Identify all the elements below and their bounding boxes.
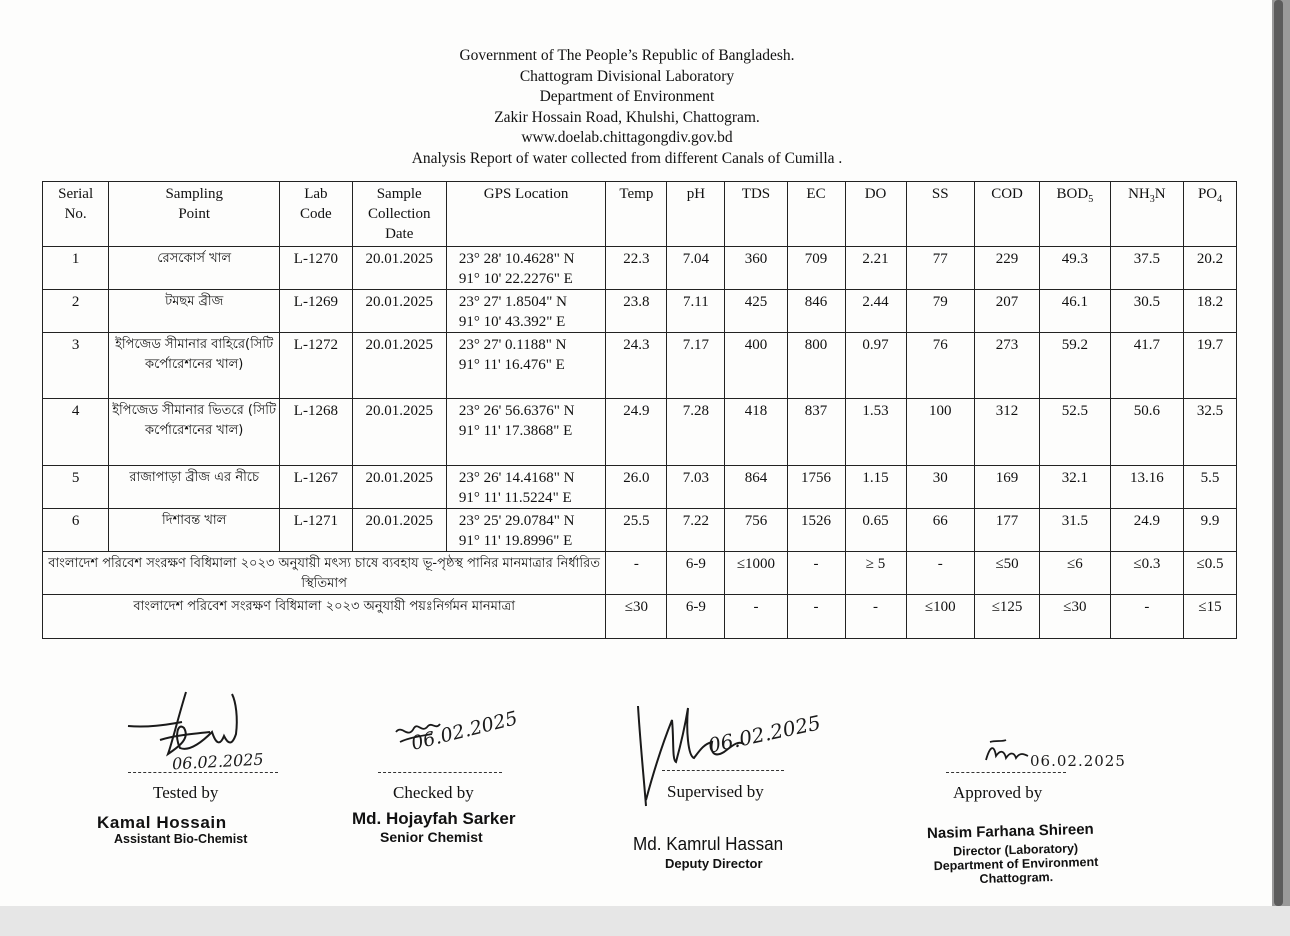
col-tds: TDS <box>725 182 787 247</box>
std-ph: 6-9 <box>667 552 725 595</box>
signatory-name: Md. Hojayfah Sarker <box>352 809 516 828</box>
cell-ec: 846 <box>787 290 845 333</box>
cell-po4: 20.2 <box>1184 247 1237 290</box>
cell-serial: 1 <box>43 247 109 290</box>
cell-do: 1.53 <box>845 399 906 466</box>
cell-nh3n: 50.6 <box>1110 399 1184 466</box>
cell-lab-code: L-1267 <box>280 466 352 509</box>
col-bod5: $BOD_5$ <box>1040 182 1110 247</box>
standard-row-fisheries <box>43 552 1237 595</box>
col-temp: Temp <box>606 182 667 247</box>
signature-line <box>662 770 784 771</box>
table-row <box>43 290 1237 333</box>
cell-ec: 837 <box>787 399 845 466</box>
cell-cod: 207 <box>974 290 1039 333</box>
std-tds: - <box>725 595 787 639</box>
cell-tds: 360 <box>725 247 787 290</box>
cell-nh3n: 37.5 <box>1110 247 1184 290</box>
col-gps: GPS Location <box>446 182 605 247</box>
signatory-name: Nasim Farhana Shireen <box>926 820 1094 843</box>
signatory-designation: Assistant Bio-Chemist <box>114 832 248 846</box>
cell-sampling-point: টমছম ব্রীজ <box>109 290 280 333</box>
cell-gps: 23° 27' 1.8504" N 91° 10' 43.392" E <box>446 290 605 333</box>
header-address: Zakir Hossain Road, Khulshi, Chattogram. <box>494 108 760 126</box>
col-ec: EC <box>787 182 845 247</box>
std-temp: ≤30 <box>606 595 667 639</box>
cell-tds: 756 <box>725 509 787 552</box>
standard-label: বাংলাদেশ পরিবেশ সংরক্ষণ বিধিমালা ২০২৩ অনুযায়ী পয়ঃনির্গমন মানমাত্রা <box>43 595 606 639</box>
cell-do: 2.21 <box>845 247 906 290</box>
header-department: Department of Environment <box>539 88 715 106</box>
std-cod: ≤50 <box>974 552 1039 595</box>
signature-date-checked: 06.02.2025 <box>408 707 520 755</box>
cell-lab-code: L-1268 <box>280 399 352 466</box>
table-row <box>43 399 1237 466</box>
cell-tds: 864 <box>725 466 787 509</box>
signature-date-tested: 06.02.2025 <box>171 749 265 774</box>
cell-temp: 22.3 <box>606 247 667 290</box>
report-header <box>0 46 1254 170</box>
cell-serial: 2 <box>43 290 109 333</box>
cell-ss: 79 <box>906 290 974 333</box>
signature-approved <box>982 736 1032 768</box>
std-tds: ≤1000 <box>725 552 787 595</box>
cell-gps: 23° 26' 14.4168" N 91° 11' 11.5224" E <box>446 466 605 509</box>
cell-date: 20.01.2025 <box>352 290 446 333</box>
signature-role: Supervised by <box>667 782 764 801</box>
cell-lab-code: L-1270 <box>280 247 352 290</box>
cell-tds: 400 <box>725 333 787 399</box>
std-do: - <box>845 595 906 639</box>
cell-gps: 23° 26' 56.6376" N 91° 11' 17.3868" E <box>446 399 605 466</box>
analysis-table <box>42 181 1237 639</box>
col-ph: pH <box>667 182 725 247</box>
cell-bod5: 59.2 <box>1040 333 1110 399</box>
cell-tds: 418 <box>725 399 787 466</box>
cell-ec: 800 <box>787 333 845 399</box>
signatory-name: Kamal Hossain <box>97 813 227 832</box>
col-nh3n: $NH_3N$ <box>1110 182 1184 247</box>
col-po4: $PO_4$ <box>1184 182 1237 247</box>
standard-label: বাংলাদেশ পরিবেশ সংরক্ষণ বিধিমালা ২০২৩ অনুযায়ী মৎস্য চাষে ব্যবহায ভূ-পৃষ্ঠস্থ পানির মানমাত্রার নির্ধারিত স্থিতিমাপ <box>43 552 606 595</box>
cell-lab-code: L-1269 <box>280 290 352 333</box>
cell-lab-code: L-1272 <box>280 333 352 399</box>
header-website: www.doelab.chittagongdiv.gov.bd <box>521 129 733 147</box>
cell-ss: 100 <box>906 399 974 466</box>
cell-ss: 76 <box>906 333 974 399</box>
cell-gps: 23° 28' 10.4628" N 91° 10' 22.2276" E <box>446 247 605 290</box>
scrollbar-thumb[interactable] <box>1274 0 1283 906</box>
cell-bod5: 46.1 <box>1040 290 1110 333</box>
cell-serial: 3 <box>43 333 109 399</box>
cell-serial: 4 <box>43 399 109 466</box>
signature-role: Checked by <box>393 783 474 802</box>
cell-ph: 7.17 <box>667 333 725 399</box>
cell-sampling-point: দিশাবন্ত খাল <box>109 509 280 552</box>
col-collection-date: Sample Collection Date <box>352 182 446 247</box>
cell-bod5: 49.3 <box>1040 247 1110 290</box>
cell-date: 20.01.2025 <box>352 399 446 466</box>
signature-date-approved: 06.02.2025 <box>1030 752 1126 770</box>
cell-bod5: 31.5 <box>1040 509 1110 552</box>
cell-cod: 229 <box>974 247 1039 290</box>
cell-do: 0.65 <box>845 509 906 552</box>
col-serial: Serial No. <box>43 182 109 247</box>
cell-bod5: 32.1 <box>1040 466 1110 509</box>
table-row <box>43 333 1237 399</box>
table-row <box>43 247 1237 290</box>
std-temp: - <box>606 552 667 595</box>
cell-date: 20.01.2025 <box>352 333 446 399</box>
col-do: DO <box>845 182 906 247</box>
signatory-name: Md. Kamrul Hassan <box>633 834 784 854</box>
report-title: Analysis Report of water collected from different Canals of Cumilla . <box>411 149 843 167</box>
cell-ss: 77 <box>906 247 974 290</box>
cell-sampling-point: রাজাপাড়া ব্রীজ এর নীচে <box>109 466 280 509</box>
std-ph: 6-9 <box>667 595 725 639</box>
cell-cod: 312 <box>974 399 1039 466</box>
table-row <box>43 509 1237 552</box>
signature-line <box>946 772 1066 773</box>
cell-po4: 5.5 <box>1184 466 1237 509</box>
scrollbar[interactable] <box>1272 0 1290 906</box>
cell-ec: 1756 <box>787 466 845 509</box>
cell-do: 1.15 <box>845 466 906 509</box>
cell-ph: 7.22 <box>667 509 725 552</box>
cell-ph: 7.11 <box>667 290 725 333</box>
std-ss: ≤100 <box>906 595 974 639</box>
table-header-row <box>43 182 1237 247</box>
std-bod5: ≤6 <box>1040 552 1110 595</box>
cell-ss: 30 <box>906 466 974 509</box>
col-cod: COD <box>974 182 1039 247</box>
cell-ss: 66 <box>906 509 974 552</box>
signature-line <box>128 772 278 773</box>
cell-ph: 7.28 <box>667 399 725 466</box>
cell-temp: 26.0 <box>606 466 667 509</box>
signatory-designation: Senior Chemist <box>380 829 483 845</box>
cell-ec: 709 <box>787 247 845 290</box>
signature-line <box>378 772 502 773</box>
std-po4: ≤15 <box>1184 595 1237 639</box>
cell-temp: 25.5 <box>606 509 667 552</box>
cell-ec: 1526 <box>787 509 845 552</box>
col-sampling-point: Sampling Point <box>109 182 280 247</box>
cell-lab-code: L-1271 <box>280 509 352 552</box>
signatory-designation: Deputy Director <box>665 856 763 871</box>
cell-ph: 7.04 <box>667 247 725 290</box>
signatory-designation: Director (Laboratory) Department of Environment Chattogram. <box>933 841 1099 886</box>
cell-serial: 6 <box>43 509 109 552</box>
std-ec: - <box>787 595 845 639</box>
cell-temp: 23.8 <box>606 290 667 333</box>
std-bod5: ≤30 <box>1040 595 1110 639</box>
std-do: ≥ 5 <box>845 552 906 595</box>
cell-ph: 7.03 <box>667 466 725 509</box>
cell-cod: 169 <box>974 466 1039 509</box>
table-row <box>43 466 1237 509</box>
cell-date: 20.01.2025 <box>352 509 446 552</box>
cell-temp: 24.3 <box>606 333 667 399</box>
std-nh3n: ≤0.3 <box>1110 552 1184 595</box>
cell-tds: 425 <box>725 290 787 333</box>
cell-sampling-point: রেসকোর্স খাল <box>109 247 280 290</box>
cell-sampling-point: ইপিজেড সীমানার বাহিরে(সিটি কর্পোরেশনের খাল) <box>109 333 280 399</box>
signature-date-supervised: 06.02.2025 <box>705 710 823 758</box>
cell-cod: 177 <box>974 509 1039 552</box>
cell-po4: 32.5 <box>1184 399 1237 466</box>
cell-do: 0.97 <box>845 333 906 399</box>
cell-nh3n: 13.16 <box>1110 466 1184 509</box>
cell-po4: 9.9 <box>1184 509 1237 552</box>
cell-serial: 5 <box>43 466 109 509</box>
cell-po4: 18.2 <box>1184 290 1237 333</box>
cell-temp: 24.9 <box>606 399 667 466</box>
cell-po4: 19.7 <box>1184 333 1237 399</box>
std-ss: - <box>906 552 974 595</box>
std-cod: ≤125 <box>974 595 1039 639</box>
header-government: Government of The People’s Republic of Bangladesh. <box>459 47 795 64</box>
cell-nh3n: 41.7 <box>1110 333 1184 399</box>
page-gap <box>0 906 1290 936</box>
cell-cod: 273 <box>974 333 1039 399</box>
cell-date: 20.01.2025 <box>352 247 446 290</box>
cell-sampling-point: ইপিজেড সীমানার ভিতরে (সিটি কর্পোরেশনের খাল) <box>109 399 280 466</box>
signature-role: Approved by <box>953 783 1043 802</box>
std-ec: - <box>787 552 845 595</box>
cell-bod5: 52.5 <box>1040 399 1110 466</box>
cell-do: 2.44 <box>845 290 906 333</box>
standard-row-sewage <box>43 595 1237 639</box>
std-nh3n: - <box>1110 595 1184 639</box>
signature-role: Tested by <box>153 783 219 802</box>
std-po4: ≤0.5 <box>1184 552 1237 595</box>
cell-gps: 23° 27' 0.1188" N 91° 11' 16.476" E <box>446 333 605 399</box>
col-ss: SS <box>906 182 974 247</box>
cell-nh3n: 30.5 <box>1110 290 1184 333</box>
header-laboratory: Chattogram Divisional Laboratory <box>519 67 735 85</box>
cell-gps: 23° 25' 29.0784" N 91° 11' 19.8996" E <box>446 509 605 552</box>
cell-date: 20.01.2025 <box>352 466 446 509</box>
col-lab-code: Lab Code <box>280 182 352 247</box>
cell-nh3n: 24.9 <box>1110 509 1184 552</box>
